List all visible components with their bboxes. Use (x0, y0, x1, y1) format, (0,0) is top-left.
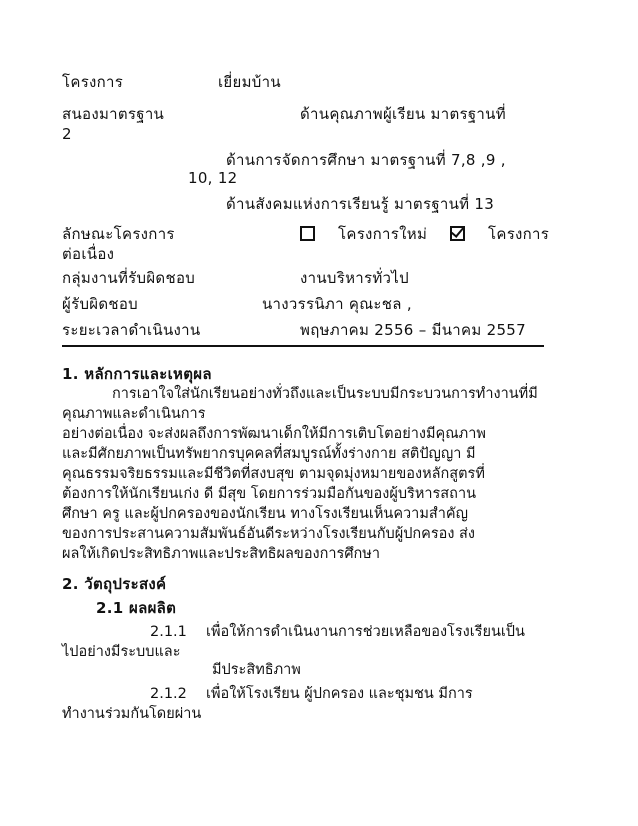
section1-line: ของการประสานความสัมพันธ์อันดีระหว่างโรงเรียนกับผู้ปกครอง ส่ง (62, 526, 475, 542)
checkbox-new-project[interactable] (300, 226, 315, 241)
responsible-value: นางวรรนิภา คุณะชล , (262, 295, 412, 313)
standards-line3: ด้านสังคมแห่งการเรียนรู้ มาตรฐานที่ 13 (226, 195, 495, 213)
item-2-1-2-text: เพื่อให้โรงเรียน ผู้ปกครอง และชุมชน มีการ (206, 686, 473, 702)
section1-line: ต้องการให้นักเรียนเก่ง ดี มีสุข โดยการร่วมมือกันของผู้บริหารสถาน (62, 486, 476, 502)
item-2-1-1-wrap1: ไปอย่างมีระบบและ (62, 644, 181, 660)
project-value: เยี่ยมบ้าน (218, 73, 281, 91)
item-2-1-1-wrap2: มีประสิทธิภาพ (212, 662, 301, 678)
standards-line2: ด้านการจัดการศึกษา มาตรฐานที่ 7,8 ,9 , (226, 151, 506, 169)
work-group-value: งานบริหารทั่วไป (300, 269, 409, 287)
standards-label: สนองมาตรฐาน (62, 105, 165, 123)
period-label: ระยะเวลาดำเนินงาน (62, 321, 201, 339)
section2-subheading: 2.1 ผลผลิต (96, 599, 177, 617)
section1-heading: 1. หลักการและเหตุผล (62, 365, 212, 383)
section2-heading: 2. วัตถุประสงค์ (62, 575, 167, 593)
section1-line: การเอาใจใส่นักเรียนอย่างทั่วถึงและเป็นระบบมีกระบวนการทำงานที่มี (112, 386, 538, 402)
section1-line: คุณธรรมจริยธรรมและมีชีวิตที่สงบสุข ตามจุดมุ่งหมายของหลักสูตรที่ (62, 466, 485, 482)
item-2-1-1-text: เพื่อให้การดำเนินงานการช่วยเหลือของโรงเรียนเป็น (206, 624, 525, 640)
option-continuing-wrap: ต่อเนื่อง (62, 245, 115, 263)
item-2-1-1-number: 2.1.1 (150, 624, 187, 640)
responsible-label: ผู้รับผิดชอบ (62, 295, 139, 313)
period-value: พฤษภาคม 2556 – มีนาคม 2557 (300, 321, 526, 339)
header-divider (62, 345, 544, 347)
checkbox-continuing-project[interactable] (450, 226, 465, 241)
section1-line: คุณภาพและดำเนินการ (62, 406, 206, 422)
section1-line: ศึกษา ครู และผู้ปกครองของนักเรียน ทางโรงเรียนเห็นความสำคัญ (62, 506, 468, 522)
standards-line1: ด้านคุณภาพผู้เรียน มาตรฐานที่ (300, 105, 506, 123)
standards-line2-wrap: 10, 12 (188, 169, 238, 187)
project-label: โครงการ (62, 73, 124, 91)
section1-line: และมีศักยภาพเป็นทรัพยากรบุคคลที่สมบูรณ์ทั้งร่างกาย สติปัญญา มี (62, 446, 476, 462)
section1-line: ผลให้เกิดประสิทธิภาพและประสิทธิผลของการศึกษา (62, 546, 381, 562)
section1-line: อย่างต่อเนื่อง จะส่งผลถึงการพัฒนาเด็กให้มีการเติบโตอย่างมีคุณภาพ (62, 426, 486, 442)
project-type-label: ลักษณะโครงการ (62, 225, 175, 243)
standards-line1-wrap: 2 (62, 125, 72, 143)
option-continuing-label: โครงการ (488, 225, 550, 243)
option-new-label: โครงการใหม่ (338, 225, 428, 243)
item-2-1-2-number: 2.1.2 (150, 686, 187, 702)
work-group-label: กลุ่มงานที่รับผิดชอบ (62, 269, 196, 287)
item-2-1-2-wrap1: ทำงานร่วมกันโดยผ่าน (62, 706, 202, 722)
